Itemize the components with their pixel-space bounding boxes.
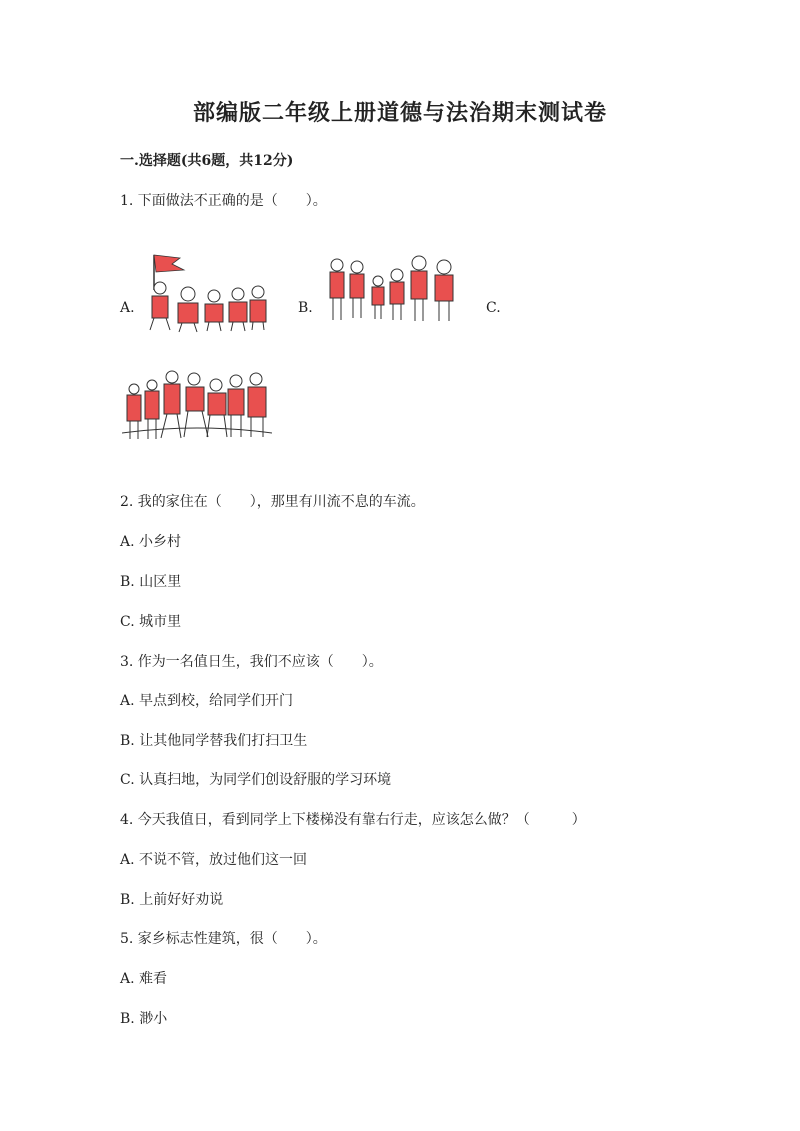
- question-3-stem: 3. 作为一名值日生，我们不应该（ ）。: [120, 654, 383, 670]
- question-2-stem: 2. 我的家住在（ ），那里有川流不息的车流。: [120, 494, 425, 510]
- question-5-stem: 5. 家乡标志性建筑，很（ ）。: [120, 931, 327, 947]
- q3-option-a: A. 早点到校，给同学们开门: [120, 693, 294, 709]
- q1-option-a-image: [140, 250, 270, 335]
- question-1-stem: 1. 下面做法不正确的是（ ）。: [120, 193, 327, 209]
- q4-option-a: A. 不说不管，放过他们这一回: [120, 852, 308, 868]
- section-heading: 一.选择题(共6题，共12分): [120, 153, 294, 169]
- page-title: 部编版二年级上册道德与法治期末测试卷: [192, 100, 607, 126]
- question-4-stem: 4. 今天我值日，看到同学上下楼梯没有靠右行走，应该怎么做？（ ）: [120, 812, 586, 828]
- q5-option-b: B. 渺小: [120, 1011, 168, 1027]
- q2-option-a: A. 小乡村: [120, 534, 182, 550]
- q1-option-b-image: [322, 255, 462, 330]
- q1-option-c-label: C.: [486, 300, 501, 316]
- q3-option-c: C. 认真扫地，为同学们创设舒服的学习环境: [120, 772, 392, 788]
- q2-option-b: B. 山区里: [120, 574, 182, 590]
- q1-option-a-label: A.: [120, 300, 135, 316]
- q2-option-c: C. 城市里: [120, 614, 182, 630]
- q5-option-a: A. 难看: [120, 971, 168, 987]
- q4-option-b: B. 上前好好劝说: [120, 892, 224, 908]
- q1-option-c-image: [122, 365, 272, 443]
- q1-option-b-label: B.: [298, 300, 313, 316]
- q3-option-b: B. 让其他同学替我们打扫卫生: [120, 733, 308, 749]
